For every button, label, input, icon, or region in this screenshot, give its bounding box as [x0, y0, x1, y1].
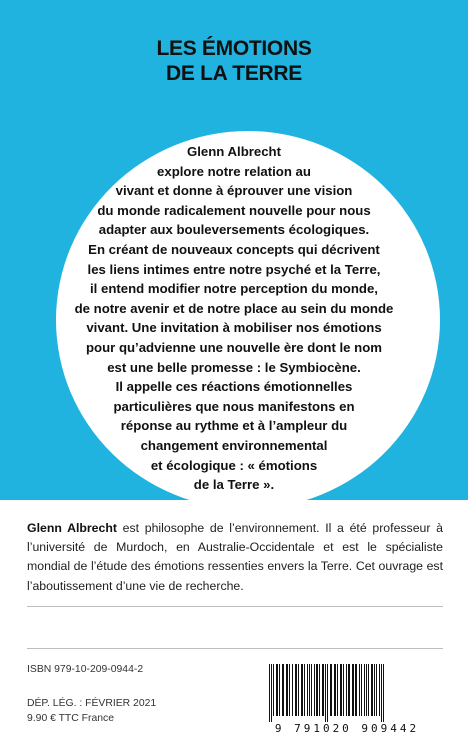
blurb-line: vivant. Une invitation à mobiliser nos émotions — [86, 320, 382, 336]
barcode-guard-bar — [327, 664, 328, 722]
barcode-bar — [307, 664, 308, 716]
barcode-bar — [292, 664, 293, 716]
barcode-bar — [330, 664, 332, 716]
barcode-bar — [289, 664, 290, 716]
barcode-bar — [304, 664, 305, 716]
divider-top — [27, 606, 443, 607]
blurb-line: pour qu’advienne une nouvelle ère dont le nom — [85, 339, 383, 355]
barcode-bar — [314, 664, 315, 716]
barcode-guard-bar — [269, 664, 270, 722]
title-line-2: DE LA TERRE — [166, 62, 302, 85]
barcode-bar — [355, 664, 357, 716]
legal-info — [27, 696, 156, 726]
blurb-line: de notre avenir et de notre place au sein du monde — [74, 300, 394, 316]
barcode-bar — [316, 664, 318, 716]
barcode-bar — [298, 664, 299, 716]
barcode-guard-bar — [381, 664, 382, 722]
blurb-line: explore notre relation au — [157, 163, 311, 179]
author-bio-text: est philosophe de l’environnement. Il a été professeur à l’université de Murdoch, en Australie-Occidentale et est le spécialiste mondial de l’étude des émotions ressenties envers la Terre. Cet ouvrage est l’aboutissement d’une vie de recherche. — [27, 521, 444, 593]
barcode-bar — [366, 664, 367, 716]
blurb-line: changement environnemental — [140, 437, 328, 453]
barcode-bar — [340, 664, 342, 716]
barcode-bar — [334, 664, 336, 716]
blurb-line: il entend modifier notre perception du monde, — [90, 281, 378, 297]
barcode-guard-bar — [325, 664, 326, 722]
barcode-bar — [337, 664, 338, 716]
barcode-bar — [322, 664, 324, 716]
barcode-bar — [368, 664, 369, 716]
author-name: Glenn Albrecht — [27, 521, 117, 535]
barcode-bar — [379, 664, 380, 716]
barcode-bars — [251, 662, 443, 722]
blurb-line: Il appelle ces réactions émotionnelles — [115, 379, 353, 395]
isbn: ISBN 979-10-209-0944-2 — [27, 664, 144, 675]
barcode-bar — [343, 664, 344, 716]
barcode-bar — [374, 664, 375, 716]
barcode-bar — [361, 664, 362, 716]
blurb-line: Glenn Albrecht — [186, 144, 282, 159]
barcode-bar — [279, 664, 280, 716]
barcode-bar — [352, 664, 354, 716]
barcode-bar — [309, 664, 310, 716]
barcode-bar — [273, 664, 274, 716]
blurb-line: particulières que nous manifestons en — [113, 398, 355, 414]
barcode-bar — [311, 664, 312, 716]
barcode-bar — [286, 664, 288, 716]
barcode-bar — [346, 664, 347, 716]
author-bio — [27, 519, 443, 596]
barcode-bar — [295, 664, 297, 716]
barcode-bar — [359, 664, 360, 716]
legal-deposit: DÉP. LÉG. : FÉVRIER 2021 — [27, 698, 157, 709]
price: 9.90 € TTC France — [27, 713, 115, 724]
book-title — [0, 36, 468, 86]
blurb-line: réponse au rythme et à l’ampleur du — [120, 418, 348, 434]
barcode-guard-bar — [271, 664, 272, 722]
back-cover-blurb — [0, 142, 468, 495]
divider-bottom — [27, 648, 443, 649]
blurb-line: les liens intimes entre notre psyché et la Terre, — [87, 261, 381, 277]
blurb-line: adapter aux bouleversements écologiques. — [98, 222, 370, 238]
barcode-bar — [364, 664, 365, 716]
blurb-line: de la Terre ». — [193, 477, 275, 493]
blurb-line: vivant et donne à éprouver une vision — [115, 183, 353, 199]
barcode-guard-bar — [383, 664, 384, 722]
blurb-line: du monde radicalement nouvelle pour nous — [97, 202, 371, 218]
blurb-line: En créant de nouveaux concepts qui décrivent — [88, 241, 380, 257]
blurb-line: et écologique : « émotions — [150, 457, 318, 473]
barcode-bar — [276, 664, 278, 716]
barcode-bar — [319, 664, 320, 716]
barcode-bar — [282, 664, 284, 716]
barcode-bar — [348, 664, 350, 716]
blurb-line: est une belle promesse : le Symbiocène. — [107, 359, 361, 375]
barcode-bar — [376, 664, 377, 716]
barcode-bar — [301, 664, 303, 716]
title-line-1: LES ÉMOTIONS — [156, 37, 312, 60]
barcode-bar — [371, 664, 373, 716]
barcode-digits: 9 791020 909442 — [274, 722, 420, 735]
barcode — [251, 662, 443, 738]
